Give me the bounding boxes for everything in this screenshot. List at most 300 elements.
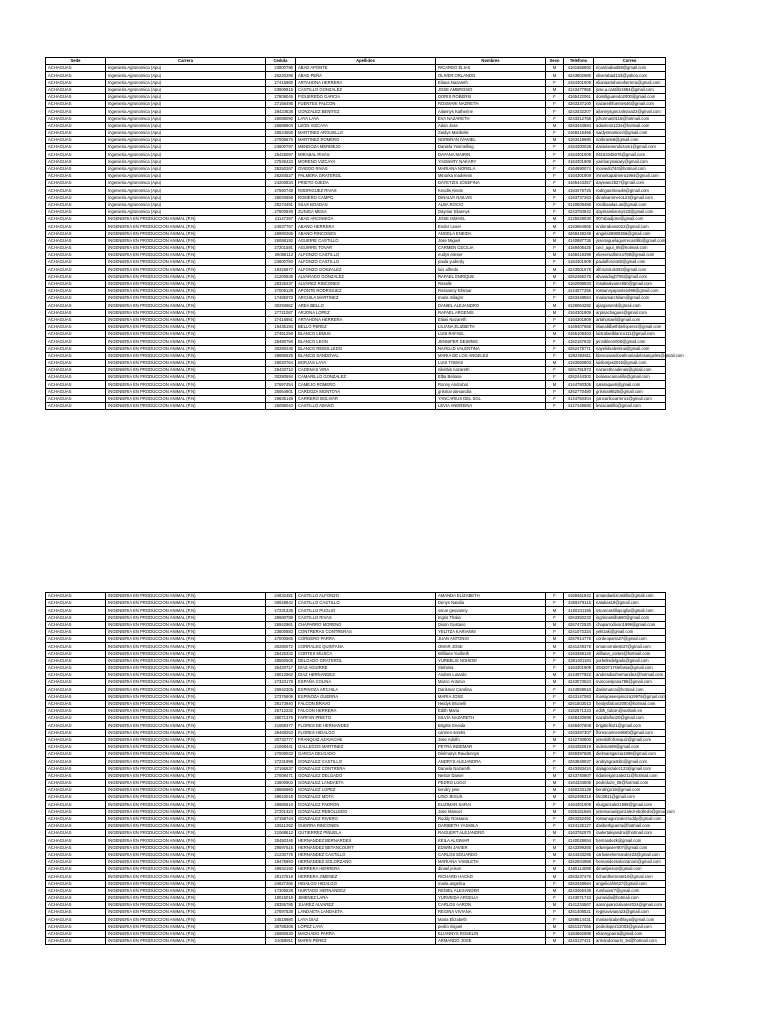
cell-correo: yelitzak@gmail.com — [594, 628, 666, 635]
cell-sexo: F — [546, 751, 564, 758]
cell-nombres: Rossanny Elismar — [436, 288, 546, 295]
cell-apellidos: CARRERO BOLIVAR — [296, 395, 436, 402]
cell-cedula: 27323178 — [266, 679, 296, 686]
cell-correo: aaronjuarezalvarez024@gmail.com — [594, 902, 666, 909]
cell-correo: rossannyaponte1998@gmail.com — [594, 288, 666, 295]
cell-correo: ricardoabad89@gmail.com — [594, 65, 666, 72]
cell-nombres: Elba Beliana — [436, 374, 546, 381]
cell-telefono: 4165422061 — [564, 93, 594, 100]
cell-nombres: RAGUERT ALEJANDRO — [436, 830, 546, 837]
cell-carrera: INGENIERIA EN PRODUCCION ANIMAL (P.N) — [106, 367, 266, 374]
cell-apellidos: LEON VIZCAYA — [296, 122, 436, 129]
cell-cedula: 27560748 — [266, 187, 296, 194]
cell-sede: ACHAGUAS — [46, 787, 106, 794]
header-correo: Correo — [594, 58, 666, 65]
cell-correo: mariaelizabethlaya@gmail.com — [594, 916, 666, 923]
cell-correo: yurveida@hotmail.com — [594, 894, 666, 901]
cell-apellidos: FARFAN PRIETO — [296, 715, 436, 722]
cell-telefono: 4267472520 — [564, 621, 594, 628]
cell-apellidos: ALFONZO GONZALEZ — [296, 266, 436, 273]
cell-nombres: Nestor Daniel — [436, 772, 546, 779]
cell-apellidos: CORDERO PARRA — [296, 636, 436, 643]
cell-apellidos: CASTILLO ALFONZO — [296, 593, 436, 600]
cell-sede: ACHAGUAS — [46, 295, 106, 302]
cell-telefono: 4169461842 — [564, 593, 594, 600]
cell-nombres: Daniela Yusmelling — [436, 144, 546, 151]
table-row — [46, 823, 666, 830]
table-row — [46, 866, 666, 873]
cell-telefono: 4164352819 — [564, 743, 594, 750]
cell-correo: angela26980266@gmail.com — [594, 230, 666, 237]
cell-apellidos: PRIETO OJEDA — [296, 180, 436, 187]
table-row — [46, 672, 666, 679]
table-row — [46, 259, 666, 266]
cell-cedula: 23600883 — [266, 628, 296, 635]
cell-sede: ACHAGUAS — [46, 801, 106, 808]
cell-carrera: INGENIERIA EN PRODUCCION ANIMAL (P.N) — [106, 259, 266, 266]
cell-carrera: INGENIERIA EN PRODUCCION ANIMAL (P.N) — [106, 686, 266, 693]
table-row — [46, 151, 666, 158]
cell-nombres: RICARDO ELIAS — [436, 65, 546, 72]
cell-sexo: F — [546, 758, 564, 765]
cell-telefono: 4261503013 — [564, 700, 594, 707]
cell-correo: nazarethcadenas@gmail.com — [594, 367, 666, 374]
table-row — [46, 403, 666, 410]
cell-sede: ACHAGUAS — [46, 715, 106, 722]
cell-nombres: luis alfredo — [436, 266, 546, 273]
cell-cedula: 28680660 — [266, 787, 296, 794]
cell-apellidos: ABAD APONTE — [296, 65, 436, 72]
table-row — [46, 338, 666, 345]
cell-correo: alvaradog0705@gmail.com — [594, 273, 666, 280]
table-row — [46, 288, 666, 295]
cell-apellidos: ARJONA LOPEZ — [296, 309, 436, 316]
table-row — [46, 743, 666, 750]
cell-cedula: 30648842 — [266, 600, 296, 607]
cell-cedula: 26942961 — [266, 621, 296, 628]
cell-cedula: 19475893 — [266, 858, 296, 865]
table-row — [46, 844, 666, 851]
cell-sede: ACHAGUAS — [46, 930, 106, 937]
cell-correo: marcoespana789@gmail.com — [594, 679, 666, 686]
cell-telefono: 4165114089 — [564, 866, 594, 873]
cell-nombres: LINO JESUS — [436, 794, 546, 801]
cell-cedula: 25426097 — [266, 151, 296, 158]
cell-nombres: ANDRYS ALEJANDRA — [436, 758, 546, 765]
cell-sexo: F — [546, 715, 564, 722]
cell-nombres: Minorka madeleini — [436, 173, 546, 180]
cell-cedula: 28020764 — [266, 359, 296, 366]
cell-apellidos: RODRIGUEZ RIVAS — [296, 187, 436, 194]
cell-telefono: 4164301909 — [564, 316, 594, 323]
cell-carrera: Ingenieria Agronomica (Apu) — [106, 137, 266, 144]
cell-sexo: F — [546, 388, 564, 395]
table-row — [46, 938, 666, 945]
cell-nombres: Ruddy Rossana — [436, 815, 546, 822]
cell-telefono: 4241072334 — [564, 628, 594, 635]
cell-sexo: M — [546, 643, 564, 650]
cell-correo: rociiboadas.as@gmail.com — [594, 201, 666, 208]
cell-telefono: 4164301909 — [564, 309, 594, 316]
cell-apellidos: AGUIRRE TOVAR — [296, 244, 436, 251]
cell-carrera: INGENIERIA EN PRODUCCION ANIMAL (P.N) — [106, 614, 266, 621]
cell-cedula: 26433710 — [266, 367, 296, 374]
cell-sede: ACHAGUAS — [46, 309, 106, 316]
cell-cedula: 27006675 — [266, 137, 296, 144]
table-row — [46, 237, 666, 244]
cell-telefono: 4263444884 — [564, 122, 594, 129]
cell-telefono: 4262495318 — [564, 794, 594, 801]
cell-correo: reginaviviana23@gmail.com — [594, 909, 666, 916]
cell-sede: ACHAGUAS — [46, 403, 106, 410]
cell-sede: ACHAGUAS — [46, 858, 106, 865]
cell-apellidos: FIGUEREDO GARCIA — [296, 93, 436, 100]
cell-sede: ACHAGUAS — [46, 187, 106, 194]
cell-telefono: 4163475725 — [564, 187, 594, 194]
cell-sexo: M — [546, 72, 564, 79]
cell-telefono: 4162099933 — [564, 280, 594, 287]
cell-cedula: 18015018 — [266, 894, 296, 901]
table-row — [46, 359, 666, 366]
cell-nombres: RICHARD HACKD — [436, 873, 546, 880]
cell-sexo: M — [546, 237, 564, 244]
cell-cedula: 30280236 — [266, 345, 296, 352]
cell-carrera: INGENIERIA EN PRODUCCION ANIMAL (P.N) — [106, 679, 266, 686]
cell-cedula: 30450346 — [266, 837, 296, 844]
cell-sexo: M — [546, 607, 564, 614]
cell-sexo: M — [546, 808, 564, 815]
cell-sede: ACHAGUAS — [46, 331, 106, 338]
cell-correo: blancosandovalmariadelosangeles@gmail.com — [594, 352, 666, 359]
cell-sede: ACHAGUAS — [46, 151, 106, 158]
cell-carrera: INGENIERIA EN PRODUCCION ANIMAL (P.N) — [106, 381, 266, 388]
cell-nombres: AMANDA ELIZABETH — [436, 593, 546, 600]
cell-correo: mariajoseespinoza19976@gmail.com — [594, 693, 666, 700]
cell-cedula: 27201591 — [266, 244, 296, 251]
cell-correo: dinalvaromero123@gmail.com — [594, 194, 666, 201]
cell-nombres: oscar geovanny — [436, 607, 546, 614]
cell-sede: ACHAGUAS — [46, 902, 106, 909]
cell-sexo: F — [546, 801, 564, 808]
cell-sede: ACHAGUAS — [46, 614, 106, 621]
header-sexo: Sexo — [546, 58, 564, 65]
cell-nombres: LEVIA ANDREINA — [436, 403, 546, 410]
cell-correo: lilianalilibethbelloperez@gmail.com — [594, 323, 666, 330]
cell-sede: ACHAGUAS — [46, 165, 106, 172]
cell-correo: dorisfiguaredo2000@gmail.com — [594, 93, 666, 100]
cell-apellidos: ESPAÑA COLINA — [296, 679, 436, 686]
cell-sexo: F — [546, 858, 564, 865]
cell-correo: cordeoparra27@gmail.com — [594, 636, 666, 643]
cell-nombres: RAFAEL ARGENIS — [436, 309, 546, 316]
cell-telefono: 4164662695 — [564, 930, 594, 937]
cell-sexo: F — [546, 722, 564, 729]
cell-correo: josemiguelaguirrecastillo@gmail.com — [594, 237, 666, 244]
cell-sede: ACHAGUAS — [46, 628, 106, 635]
cell-nombres: Ender Leoer — [436, 223, 546, 230]
cell-apellidos: BLANCO LEMUS — [296, 331, 436, 338]
cell-nombres: kendry jose — [436, 787, 546, 794]
cell-sexo: F — [546, 129, 564, 136]
cell-nombres: Andres Lutardo — [436, 672, 546, 679]
cell-carrera: INGENIERIA EN PRODUCCION ANIMAL (P.N) — [106, 273, 266, 280]
cell-carrera: INGENIERIA EN PRODUCCION ANIMAL (P.N) — [106, 280, 266, 287]
table-row — [46, 708, 666, 715]
table-row — [46, 180, 666, 187]
cell-telefono: 4163060803 — [564, 359, 594, 366]
cell-nombres: eudys elieser — [436, 252, 546, 259]
cell-nombres: ELIANNYS ROSELIN — [436, 930, 546, 937]
cell-apellidos: ALVAREZ RINCONES — [296, 280, 436, 287]
cell-sede: ACHAGUAS — [46, 374, 106, 381]
cell-cedula: 28071375 — [266, 715, 296, 722]
table-row — [46, 187, 666, 194]
cell-sexo: F — [546, 600, 564, 607]
cell-apellidos: ESPINOZA GUERRA — [296, 693, 436, 700]
cell-cedula: 27697538 — [266, 909, 296, 916]
table-row — [46, 280, 666, 287]
cell-apellidos: OVIEDO RIVAS — [296, 165, 436, 172]
cell-correo: hernandezk@gmail.com — [594, 837, 666, 844]
cell-sexo: F — [546, 815, 564, 822]
cell-telefono: 4262494811 — [564, 352, 594, 359]
cell-sede: ACHAGUAS — [46, 909, 106, 916]
cell-carrera: INGENIERIA EN PRODUCCION ANIMAL (P.N) — [106, 316, 266, 323]
cell-correo: pedrolopez12003@gmail.com — [594, 923, 666, 930]
cell-carrera: Ingenieria Agronomica (Apu) — [106, 144, 266, 151]
table-row — [46, 194, 666, 201]
cell-carrera: INGENIERIA EN PRODUCCION ANIMAL (P.N) — [106, 302, 266, 309]
cell-sexo: F — [546, 628, 564, 635]
cell-apellidos: ROMERO CAMPO — [296, 194, 436, 201]
cell-apellidos: ALVARADO GONZALEZ — [296, 273, 436, 280]
cell-sede: ACHAGUAS — [46, 137, 106, 144]
cell-apellidos: BORJAS LAYA — [296, 359, 436, 366]
cell-nombres: Stefania — [436, 664, 546, 671]
cell-correo: luisrafaelblanco111@gmail.com — [594, 331, 666, 338]
cell-telefono: 4164301909 — [564, 259, 594, 266]
cell-nombres: JENNIFER DESIREE — [436, 338, 546, 345]
cell-sexo: F — [546, 909, 564, 916]
cell-nombres: PETRA INDEMAR — [436, 743, 546, 750]
cell-cedula: 30293662 — [266, 302, 296, 309]
cell-sede: ACHAGUAS — [46, 593, 106, 600]
cell-correo: edwinjavier907@gmail.com — [594, 844, 666, 851]
cell-carrera: Ingenieria Agronomica (Apu) — [106, 180, 266, 187]
table-row — [46, 930, 666, 937]
table-row — [46, 230, 666, 237]
cell-apellidos: GONZALEZ CASTILLO — [296, 758, 436, 765]
cell-correo: eliesersalfonzo789@gmail.com — [594, 252, 666, 259]
cell-nombres: YURBELIS NOHEMI — [436, 657, 546, 664]
cell-sexo: M — [546, 787, 564, 794]
cell-sexo: F — [546, 693, 564, 700]
cell-correo: rumbaosr7@gmail.com — [594, 887, 666, 894]
cell-sexo: M — [546, 887, 564, 894]
cell-apellidos: HERNANDEZ BERNARDES — [296, 837, 436, 844]
cell-nombres: Williana Yuribeth — [436, 650, 546, 657]
cell-carrera: INGENIERIA EN PRODUCCION ANIMAL (P.N) — [106, 643, 266, 650]
table-row — [46, 101, 666, 108]
cell-telefono: 4141234567 — [564, 902, 594, 909]
cell-sexo: F — [546, 259, 564, 266]
cell-nombres: PEDRO LUGO — [436, 779, 546, 786]
cell-correo: dinaeljeison@gmail.com — [594, 866, 666, 873]
cell-cedula: 27158744 — [266, 815, 296, 822]
cell-carrera: INGENIERIA EN PRODUCCION ANIMAL (P.N) — [106, 309, 266, 316]
cell-correo: mariamarchilam@gmail.com — [594, 295, 666, 302]
cell-cedula: 28425332 — [266, 650, 296, 657]
cell-sexo: F — [546, 700, 564, 707]
cell-correo: oscarcastillopuglio@gmail.com — [594, 607, 666, 614]
cell-sede: ACHAGUAS — [46, 880, 106, 887]
cell-apellidos: ABANO HERRERA — [296, 223, 436, 230]
cell-telefono: 4165443357 — [564, 180, 594, 187]
cell-sexo: F — [546, 194, 564, 201]
cell-cedula: 16511262 — [266, 823, 296, 830]
cell-correo: pedroluzo_05@hotmail.com — [594, 779, 666, 786]
cell-sede: ACHAGUAS — [46, 252, 106, 259]
table-row — [46, 657, 666, 664]
cell-telefono: 4144977922 — [564, 672, 594, 679]
cell-correo: josemanuelgonzalezrebolledo@gmail.com — [594, 808, 666, 815]
cell-nombres: DARIBETH YASMILA — [436, 823, 546, 830]
cell-cedula: 19436194 — [266, 323, 296, 330]
cell-carrera: Ingenieria Agronomica (Apu) — [106, 151, 266, 158]
cell-apellidos: ALFONZO CASTILLO — [296, 259, 436, 266]
cell-cedula: 26088043 — [266, 403, 296, 410]
table-row — [46, 331, 666, 338]
cell-nombres: Edith Maria — [436, 708, 546, 715]
cell-telefono: 4164301909 — [564, 801, 594, 808]
cell-carrera: INGENIERIA EN PRODUCCION ANIMAL (P.N) — [106, 751, 266, 758]
cell-nombres: Adan Jose — [436, 122, 546, 129]
cell-sede: ACHAGUAS — [46, 823, 106, 830]
cell-correo: williana_cortes@hotmail.com — [594, 650, 666, 657]
cell-sexo: M — [546, 122, 564, 129]
cell-carrera: Ingenieria Agronomica (Apu) — [106, 86, 266, 93]
cell-correo: ajargamerd@gmail.com — [594, 302, 666, 309]
cell-sede: ACHAGUAS — [46, 158, 106, 165]
cell-sede: ACHAGUAS — [46, 772, 106, 779]
table-row — [46, 736, 666, 743]
cell-correo: darismarca@hotmail.com — [594, 686, 666, 693]
cell-sexo: M — [546, 873, 564, 880]
cell-apellidos: BLANCO SANDOVAL — [296, 352, 436, 359]
table-row — [46, 316, 666, 323]
cell-sede: ACHAGUAS — [46, 359, 106, 366]
cell-telefono: 4267914778 — [564, 636, 594, 643]
cell-sexo: F — [546, 323, 564, 330]
cell-sexo: M — [546, 679, 564, 686]
cell-cedula: 28147518 — [266, 873, 296, 880]
table-row — [46, 722, 666, 729]
table-row — [46, 779, 666, 786]
cell-sede: ACHAGUAS — [46, 938, 106, 945]
cell-sede: ACHAGUAS — [46, 657, 106, 664]
cell-sexo: F — [546, 403, 564, 410]
cell-telefono: 4261408521 — [564, 909, 594, 916]
cell-apellidos: ABAD ARCINIEGA — [296, 216, 436, 223]
cell-sede: ACHAGUAS — [46, 115, 106, 122]
cell-cedula: 26088192 — [266, 237, 296, 244]
cell-carrera: INGENIERIA EN PRODUCCION ANIMAL (P.N) — [106, 295, 266, 302]
table-row — [46, 367, 666, 374]
cell-telefono: 4164301909 — [564, 151, 594, 158]
cell-sexo: F — [546, 729, 564, 736]
cell-nombres: JOSE AMBROSIO — [436, 86, 546, 93]
cell-cedula: 27156537 — [266, 765, 296, 772]
table-row — [46, 223, 666, 230]
cell-carrera: INGENIERIA EN PRODUCCION ANIMAL (P.N) — [106, 700, 266, 707]
cell-sede: ACHAGUAS — [46, 367, 106, 374]
cell-carrera: INGENIERIA EN PRODUCCION ANIMAL (P.N) — [106, 722, 266, 729]
cell-sede: ACHAGUAS — [46, 736, 106, 743]
cell-correo: moviedo740@hotmail.com — [594, 165, 666, 172]
cell-sede: ACHAGUAS — [46, 266, 106, 273]
cell-carrera: INGENIERIA EN PRODUCCION ANIMAL (P.N) — [106, 223, 266, 230]
cell-correo: brigitteflo21@gmail.com — [594, 722, 666, 729]
cell-sexo: F — [546, 352, 564, 359]
cell-correo: armandomarin_94@hotmail.com — [594, 938, 666, 945]
table-row — [46, 894, 666, 901]
cell-sexo: F — [546, 664, 564, 671]
cell-correo: indemar89@gmail.com — [594, 743, 666, 750]
cell-nombres: dinael jeison — [436, 866, 546, 873]
cell-sexo: M — [546, 65, 564, 72]
cell-sede: ACHAGUAS — [46, 288, 106, 295]
cell-carrera: Ingenieria Agronomica (Apu) — [106, 194, 266, 201]
cell-sexo: F — [546, 280, 564, 287]
cell-telefono: 4124125127 — [564, 823, 594, 830]
cell-carrera: INGENIERIA EN PRODUCCION ANIMAL (P.N) — [106, 837, 266, 844]
cell-apellidos: HERNANDEZ SOLORZANO — [296, 858, 436, 865]
cell-sede: ACHAGUAS — [46, 86, 106, 93]
cell-telefono: 4169405426 — [564, 244, 594, 251]
cell-telefono: 4144750304 — [564, 395, 594, 402]
cell-nombres: Brigitte Eneida — [436, 722, 546, 729]
cell-nombres: ROSMARI NAZRETH — [436, 101, 546, 108]
cell-correo: ceci_agui_95@hotmail.com — [594, 244, 666, 251]
cell-carrera: INGENIERIA EN PRODUCCION ANIMAL (P.N) — [106, 244, 266, 251]
cell-correo: oliverabad133@yahoo.com — [594, 72, 666, 79]
cell-correo: rossanagonzalezruddy@gmail.com — [594, 815, 666, 822]
cell-cedula: 26284527 — [266, 173, 296, 180]
cell-cedula: 27009033 — [266, 751, 296, 758]
cell-sexo: M — [546, 779, 564, 786]
cell-nombres: DAYANA MAIRIN — [436, 151, 546, 158]
cell-nombres: Denys Natalia — [436, 600, 546, 607]
cell-carrera: INGENIERIA EN PRODUCCION ANIMAL (P.N) — [106, 403, 266, 410]
table-row — [46, 323, 666, 330]
cell-cedula: 21068377 — [266, 722, 296, 729]
cell-cedula: 28550506 — [266, 657, 296, 664]
cell-apellidos: CAMEJO ROMERO — [296, 381, 436, 388]
cell-nombres: DAYETZIS JOSEFINA — [436, 180, 546, 187]
cell-sede: ACHAGUAS — [46, 208, 106, 215]
cell-nombres: Maria Elizabeth — [436, 916, 546, 923]
table-row — [46, 266, 666, 273]
cell-telefono: 4165109403 — [564, 331, 594, 338]
cell-cedula: 27000665 — [266, 636, 296, 643]
cell-telefono: 4165151684 — [564, 808, 594, 815]
cell-telefono: 4263448564 — [564, 295, 594, 302]
cell-correo: natakas19@gmail.com — [594, 600, 666, 607]
cell-cedula: 28680788 — [266, 614, 296, 621]
cell-carrera: INGENIERIA EN PRODUCCION ANIMAL (P.N) — [106, 736, 266, 743]
cell-correo: andresdiazhernandez@hotmail.com — [594, 672, 666, 679]
cell-sede: ACHAGUAS — [46, 830, 106, 837]
